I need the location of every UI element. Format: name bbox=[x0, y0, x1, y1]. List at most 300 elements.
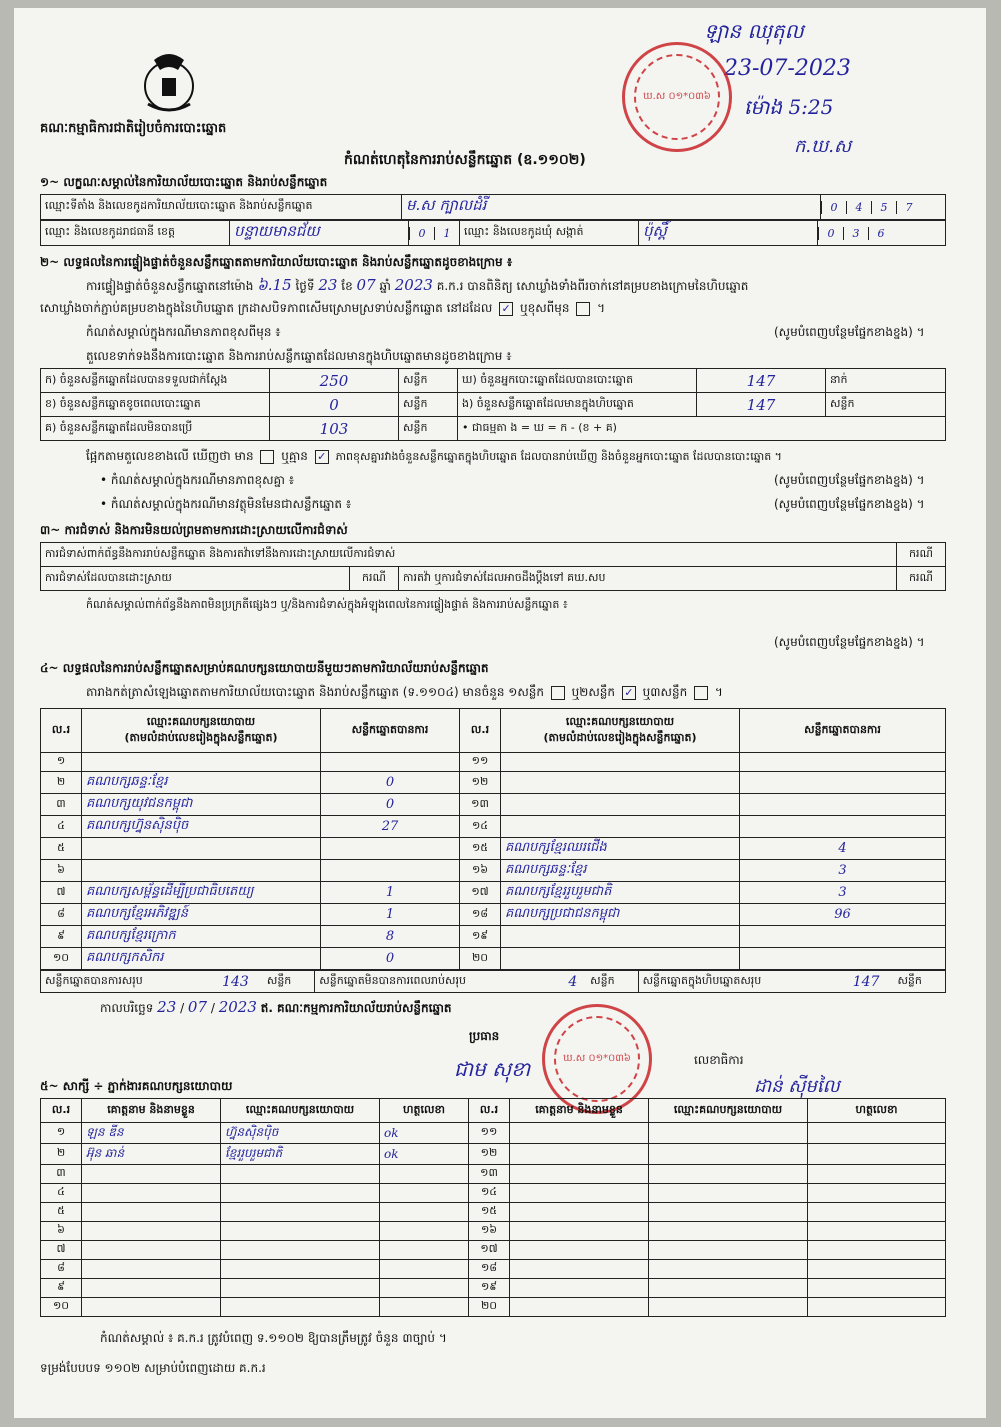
witness-party bbox=[221, 1260, 380, 1279]
figure-unit: សន្លឹក bbox=[399, 393, 458, 417]
col-no: ល.រ bbox=[41, 1099, 82, 1123]
col-votes: សន្លឹកឆ្នោតបានការ bbox=[321, 709, 460, 753]
province-table bbox=[40, 220, 946, 246]
verification-text: ខែ bbox=[341, 279, 353, 293]
verification-day: 23 bbox=[318, 276, 338, 294]
col-sign: ហត្ថលេខា bbox=[380, 1099, 469, 1123]
party-votes bbox=[740, 794, 946, 816]
date-month: 07 bbox=[187, 998, 208, 1016]
ballot-figures-intro: តួលេខទាក់ទងនឹងការបោះឆ្នោត និងការរាប់សន្លឹកឆ្នោតដែលមានក្នុងហិបឆ្នោតមានដូចខាងក្រោម ៖ bbox=[86, 349, 512, 363]
witness-name bbox=[82, 1222, 221, 1241]
witness-party bbox=[649, 1241, 808, 1260]
location-code bbox=[821, 195, 946, 220]
row-no: ៦ bbox=[41, 860, 82, 882]
unit-label: សន្លឹក bbox=[586, 971, 638, 993]
witness-party bbox=[649, 1165, 808, 1184]
row-no: ៩ bbox=[41, 1279, 82, 1298]
party-votes: 3 bbox=[740, 882, 946, 904]
appeal-label: ការតវ៉ា ឬការជំទាស់ដែលអាចដឹងប្ដឹងទៅ គឃ.សប bbox=[399, 567, 897, 591]
section5-heading: ៥~ សាក្សី ÷ ភ្នាក់ងារគណបក្សនយោបាយ bbox=[40, 1079, 233, 1093]
witness-name bbox=[82, 1298, 221, 1317]
section3-heading: ៣~ ការជំទាស់ និងការមិនយល់ព្រមតាមការដោះស្រាយលើការជំទាស់ bbox=[40, 523, 348, 537]
party-votes: 8 bbox=[321, 926, 460, 948]
row-no: ១២ bbox=[460, 772, 501, 794]
row-no: ១០ bbox=[41, 948, 82, 970]
committee-label: ឥ. គណៈកម្មការការិយាល័យរាប់សន្លឹកឆ្នោត bbox=[260, 1001, 452, 1015]
row-no: ៨ bbox=[41, 1260, 82, 1279]
witness-signature bbox=[808, 1144, 946, 1165]
row-no: ២០ bbox=[460, 948, 501, 970]
party-name: គណបក្សយុវជនកម្ពុជា bbox=[82, 794, 321, 816]
witness-party bbox=[649, 1260, 808, 1279]
row-no: ១ bbox=[41, 1123, 82, 1144]
party-name bbox=[501, 794, 740, 816]
col-party bbox=[82, 709, 321, 753]
section4-heading: ៤~ លទ្ធផលនៃការរាប់សន្លឹកឆ្នោតសម្រាប់គណបក្សនយោបាយនីមួយៗតាមការិយាល័យរាប់សន្លឹកឆ្នោត bbox=[40, 661, 489, 675]
col-no: ល.រ bbox=[41, 709, 82, 753]
party-votes: 1 bbox=[321, 904, 460, 926]
row-no: ២ bbox=[41, 1144, 82, 1165]
table-row bbox=[41, 369, 946, 393]
col-party-label: ឈ្មោះគណបក្សនយោបាយ bbox=[565, 714, 675, 728]
figure-unit: សន្លឹក bbox=[399, 417, 458, 441]
form-title: កំណត់ហេតុនៃការរាប់សន្លឹកឆ្នោត (ឧ.១១០២) bbox=[344, 152, 586, 168]
party-votes: 4 bbox=[740, 838, 946, 860]
section1-heading: ១~ លក្ខណៈសម្គាល់នៃការិយាល័យបោះឆ្នោត និងរាប់សន្លឹកឆ្នោត bbox=[40, 175, 328, 189]
date-day: 23 bbox=[157, 998, 177, 1016]
party-votes bbox=[321, 860, 460, 882]
witness-party bbox=[221, 1222, 380, 1241]
table-row bbox=[41, 882, 946, 904]
verification-text: ឆ្នាំ bbox=[379, 279, 391, 293]
secretary-label: លេខាធិការ bbox=[694, 1053, 744, 1067]
difference-line bbox=[86, 448, 782, 466]
witness-party bbox=[649, 1144, 808, 1165]
witness-signature bbox=[380, 1184, 469, 1203]
table-row bbox=[41, 1279, 946, 1298]
witness-party: ហ្វ៊ុនស៊ិនប៉ិច bbox=[221, 1123, 380, 1144]
witness-party bbox=[649, 1184, 808, 1203]
seal-line: សោឃ្លាំងចាក់ភ្ជាប់គម្របខាងក្នុងនៃហិបឆ្នោត ក្រដាសបិទភាពសើមស្រោមស្រទាប់សន្លឹកឆ្នោត នៅដដែល ✓ ឬខុសពីមុន ។ bbox=[40, 301, 606, 315]
row-no: ១៧ bbox=[460, 882, 501, 904]
party-name bbox=[82, 860, 321, 882]
witness-name bbox=[82, 1241, 221, 1260]
row-no: ១៧ bbox=[469, 1241, 510, 1260]
row-no: ១៦ bbox=[469, 1222, 510, 1241]
party-name bbox=[501, 816, 740, 838]
verification-month: 07 bbox=[356, 276, 376, 294]
resolved-label: ការជំទាស់ដែលបានដោះស្រាយ bbox=[41, 567, 350, 591]
location-value: ម.ស ក្បាលដំរី bbox=[402, 195, 821, 220]
party-name: គណបក្សខ្មែររួបរួមជាតិ bbox=[501, 882, 740, 904]
date-year: 2023 bbox=[218, 998, 257, 1016]
party-name: គណបក្សឆន្ទៈខ្មែរ bbox=[82, 772, 321, 794]
unchanged-checkbox[interactable]: ✓ bbox=[499, 302, 513, 316]
party-name bbox=[501, 926, 740, 948]
witness-party: ខ្មែររួបរួមជាតិ bbox=[221, 1144, 380, 1165]
witness-signature: ok bbox=[380, 1123, 469, 1144]
complaints-table bbox=[40, 542, 946, 591]
col-party-label: ឈ្មោះគណបក្សនយោបាយ bbox=[146, 714, 256, 728]
witness-name: ឡន ឌីន bbox=[82, 1123, 221, 1144]
difference-note: កំណត់សម្គាល់ក្នុងករណីមានភាពខុសពីមុន ៖ bbox=[86, 325, 281, 339]
nec-logo-icon bbox=[138, 46, 200, 114]
witness-name bbox=[510, 1123, 649, 1144]
figure-unit: សន្លឹក bbox=[826, 393, 946, 417]
witness-signature bbox=[808, 1241, 946, 1260]
witness-signature bbox=[808, 1203, 946, 1222]
figure-unit: សន្លឹក bbox=[399, 369, 458, 393]
col-party bbox=[501, 709, 740, 753]
one-sheet-checkbox[interactable] bbox=[551, 686, 565, 700]
code-digit: 1 bbox=[434, 227, 459, 240]
party-votes bbox=[321, 838, 460, 860]
col-votes: សន្លឹកឆ្នោតបានការ bbox=[740, 709, 946, 753]
witness-signature bbox=[380, 1165, 469, 1184]
tally-text: ឬ៣សន្លឹក bbox=[642, 685, 688, 699]
results-body bbox=[41, 753, 946, 970]
row-no: ១៣ bbox=[460, 794, 501, 816]
witness-party bbox=[649, 1222, 808, 1241]
seal-text: សោឃ្លាំងចាក់ភ្ជាប់គម្របខាងក្នុងនៃហិបឆ្នោត ក្រដាសបិទភាពសើមស្រោមស្រទាប់សន្លឹកឆ្នោត នៅដដែល bbox=[40, 301, 493, 315]
code-digit: 6 bbox=[868, 227, 893, 240]
figure-value: 103 bbox=[270, 417, 399, 441]
table-row bbox=[41, 1203, 946, 1222]
row-no: ៤ bbox=[41, 1184, 82, 1203]
section2-heading: ២~ លទ្ធផលនៃការផ្ទៀងផ្ទាត់ចំនួនសន្លឹកឆ្នោតតាមការិយាល័យបោះឆ្នោត និងរាប់សន្លឹកឆ្នោតដូចខាងក្រោម ៖ bbox=[40, 255, 513, 269]
row-no: ៧ bbox=[41, 882, 82, 904]
table-row bbox=[41, 1165, 946, 1184]
complaint-label: ការជំទាស់ពាក់ព័ន្ធនឹងការរាប់សន្លឹកឆ្នោត និងការតវ៉ាទៅនឹងការដោះស្រាយលើការជំទាស់ bbox=[41, 543, 897, 567]
witness-name bbox=[510, 1144, 649, 1165]
row-no: ២ bbox=[41, 772, 82, 794]
party-name: គណបក្សហ្វ៊ុនស៊ិនប៉ិច bbox=[82, 816, 321, 838]
fill-hint: (សូមបំពេញបន្ថែមផ្នែកខាងខ្នង) ។ bbox=[774, 325, 925, 339]
verification-text: ការផ្ទៀងផ្ទាត់ចំនួនសន្លឹកឆ្នោតនៅម៉ោង bbox=[86, 279, 254, 293]
received-by: ឡាន ឈុតុល bbox=[704, 19, 804, 43]
row-no: ១៤ bbox=[460, 816, 501, 838]
secretary-signature: ដាន់ ស៊ីមលៃ bbox=[754, 1076, 840, 1097]
table-row bbox=[41, 816, 946, 838]
fill-hint: (សូមបំពេញបន្ថែមផ្នែកខាងខ្នង) ។ bbox=[774, 497, 925, 511]
irregularity-note: កំណត់សម្គាល់ពាក់ព័ន្ធនឹងភាពមិនប្រក្រតីផ្សេងៗ ឬ/និងការជំទាស់ក្នុងអំឡុងពេលនៃការផ្ទៀងផ្ទាត់ និងការរាប់សន្លឹកឆ្នោត ៖ bbox=[86, 598, 568, 611]
table-row bbox=[41, 417, 946, 441]
province-value: បន្ទាយមានជ័យ bbox=[230, 221, 409, 246]
tally-sheet-count: តារាងកត់ត្រាសំឡេងឆ្នោតតាមការិយាល័យបោះឆ្នោត និងរាប់សន្លឹកឆ្នោត (ទ.១១០៤) មានចំនួន ១សន្លឹក ឬ២សន្លឹក ✓ ឬ៣សន្លឹក ។ bbox=[86, 685, 723, 699]
total-box-value: 147 bbox=[839, 971, 894, 993]
code-digit: 7 bbox=[896, 201, 921, 214]
witness-name: អ៊ុន ឆាន់ bbox=[82, 1144, 221, 1165]
witness-signature bbox=[808, 1222, 946, 1241]
table-row bbox=[41, 1184, 946, 1203]
case-unit: ករណី bbox=[350, 567, 399, 591]
witness-signature bbox=[380, 1241, 469, 1260]
row-no: ៣ bbox=[41, 794, 82, 816]
seal-text: ឬខុសពីមុន bbox=[519, 301, 570, 315]
location-label: ឈ្មោះទីតាំង និងលេខកូដការិយាល័យបោះឆ្នោត និងរាប់សន្លឹកឆ្នោត bbox=[41, 195, 402, 220]
row-no: ៥ bbox=[41, 838, 82, 860]
witness-signature bbox=[380, 1203, 469, 1222]
has-difference-checkbox[interactable] bbox=[260, 450, 274, 464]
party-votes bbox=[740, 948, 946, 970]
table-row bbox=[41, 1222, 946, 1241]
witness-signature bbox=[808, 1165, 946, 1184]
witness-signature bbox=[808, 1279, 946, 1298]
province-label: ឈ្មោះ និងលេខកូដរាជធានី ខេត្ត bbox=[41, 221, 230, 246]
party-name bbox=[501, 948, 740, 970]
party-votes: 0 bbox=[321, 772, 460, 794]
row-no: ៩ bbox=[41, 926, 82, 948]
total-valid-value: 143 bbox=[208, 971, 263, 993]
code-digit: 3 bbox=[843, 227, 868, 240]
col-no: ល.រ bbox=[460, 709, 501, 753]
witness-name bbox=[510, 1241, 649, 1260]
col-name: គោត្តនាម និងនាមខ្លួន bbox=[82, 1099, 221, 1123]
province-code bbox=[409, 221, 460, 246]
table-row bbox=[41, 904, 946, 926]
party-votes: 3 bbox=[740, 860, 946, 882]
party-votes bbox=[740, 753, 946, 772]
witness-party bbox=[221, 1184, 380, 1203]
witness-name bbox=[510, 1279, 649, 1298]
stamp-code: ឃ.ស ០១*០៣៦ bbox=[563, 1053, 631, 1065]
figure-label: ង) ចំនួនសន្លឹកឆ្នោតដែលមានក្នុងហិបឆ្នោត bbox=[458, 393, 697, 417]
table-row bbox=[41, 1260, 946, 1279]
witness-signature bbox=[380, 1279, 469, 1298]
witness-name bbox=[510, 1203, 649, 1222]
code-digit: 4 bbox=[846, 201, 871, 214]
witness-name bbox=[510, 1222, 649, 1241]
party-votes: 0 bbox=[321, 794, 460, 816]
row-no: ១៥ bbox=[469, 1203, 510, 1222]
figure-value: 250 bbox=[270, 369, 399, 393]
row-no: ១៤ bbox=[469, 1184, 510, 1203]
unit-label: សន្លឹក bbox=[893, 971, 945, 993]
table-row bbox=[41, 794, 946, 816]
witness-name bbox=[82, 1184, 221, 1203]
row-no: ១៨ bbox=[460, 904, 501, 926]
row-no: ៧ bbox=[41, 1241, 82, 1260]
col-party-sub: (តាមលំដាប់លេខរៀងក្នុងសន្លឹកឆ្នោត) bbox=[124, 730, 278, 744]
no-difference-checkbox[interactable]: ✓ bbox=[315, 450, 329, 464]
changed-checkbox[interactable] bbox=[576, 302, 590, 316]
two-sheets-checkbox[interactable]: ✓ bbox=[622, 686, 636, 700]
witness-party bbox=[649, 1123, 808, 1144]
party-votes: 0 bbox=[321, 948, 460, 970]
date-label: កាលបរិច្ឆេទ bbox=[100, 1001, 154, 1015]
party-votes bbox=[740, 816, 946, 838]
party-name: គណបក្សកសិករ bbox=[82, 948, 321, 970]
party-name bbox=[501, 753, 740, 772]
party-name: គណបក្សខ្មែរឈរជើង bbox=[501, 838, 740, 860]
signing-date: កាលបរិច្ឆេទ 23 / 07 / 2023 ឥ. គណៈកម្មការការិយាល័យរាប់សន្លឹកឆ្នោត bbox=[100, 998, 452, 1016]
witness-signature: ok bbox=[380, 1144, 469, 1165]
commune-label: ឈ្មោះ និងលេខកូដឃុំ សង្កាត់ bbox=[460, 221, 639, 246]
three-sheets-checkbox[interactable] bbox=[694, 686, 708, 700]
witness-name bbox=[82, 1279, 221, 1298]
row-no: ៦ bbox=[41, 1222, 82, 1241]
witness-name bbox=[510, 1298, 649, 1317]
figure-label: ក) ចំនួនសន្លឹកឆ្នោតដែលបានទទួលជាក់ស្ដែង bbox=[41, 369, 270, 393]
location-table bbox=[40, 194, 946, 220]
party-votes: 96 bbox=[740, 904, 946, 926]
witness-signature bbox=[808, 1260, 946, 1279]
row-no: ១៩ bbox=[460, 926, 501, 948]
figure-value: 147 bbox=[697, 369, 826, 393]
total-box-label: សន្លឹកឆ្នោតក្នុងហិបឆ្នោតសរុប bbox=[638, 971, 839, 993]
foreign-object-remark: • កំណត់សម្គាល់ក្នុងករណីមានវត្ថុមិនមែនជាសន្លឹកឆ្នោត ៖ bbox=[100, 497, 352, 511]
witness-party bbox=[221, 1279, 380, 1298]
figure-label: ខ) ចំនួនសន្លឹកឆ្នោតខូចពេលបោះឆ្នោត bbox=[41, 393, 270, 417]
row-no: ១៥ bbox=[460, 838, 501, 860]
results-table bbox=[40, 708, 946, 970]
verification-text: ថ្ងៃទី bbox=[295, 279, 315, 293]
witness-name bbox=[510, 1260, 649, 1279]
party-votes: 27 bbox=[321, 816, 460, 838]
chair-signature: ជាម សុខា bbox=[454, 1057, 531, 1081]
col-sign: ហត្ថលេខា bbox=[808, 1099, 946, 1123]
party-votes: 1 bbox=[321, 882, 460, 904]
row-no: ១៨ bbox=[469, 1260, 510, 1279]
difference-text: ឬគ្មាន bbox=[281, 449, 308, 463]
figure-formula: • ជាធម្មតា ង = ឃ = ក - (ខ + គ) bbox=[458, 417, 946, 441]
witness-body bbox=[41, 1123, 946, 1317]
table-row bbox=[41, 838, 946, 860]
party-votes bbox=[740, 772, 946, 794]
row-no: ១ bbox=[41, 753, 82, 772]
official-stamp-top bbox=[622, 42, 732, 152]
witness-party bbox=[649, 1298, 808, 1317]
row-no: ៣ bbox=[41, 1165, 82, 1184]
totals-table bbox=[40, 970, 946, 993]
witness-table bbox=[40, 1098, 946, 1317]
code-digit: 5 bbox=[871, 201, 896, 214]
table-row bbox=[41, 753, 946, 772]
witness-party bbox=[221, 1203, 380, 1222]
witness-name bbox=[82, 1203, 221, 1222]
difference-text: ផ្អែកតាមតួលេខខាងលើ ឃើញថា មាន bbox=[86, 449, 254, 463]
party-votes bbox=[321, 753, 460, 772]
party-name bbox=[82, 753, 321, 772]
witness-signature bbox=[808, 1298, 946, 1317]
total-valid-label: សន្លឹកឆ្នោតបានការសរុប bbox=[41, 971, 209, 993]
code-digit: 0 bbox=[409, 227, 434, 240]
row-no: ១៣ bbox=[469, 1165, 510, 1184]
witness-signature bbox=[380, 1222, 469, 1241]
row-no: ១១ bbox=[460, 753, 501, 772]
total-invalid-value: 4 bbox=[559, 971, 586, 993]
row-no: ១៦ bbox=[460, 860, 501, 882]
party-name: គណបក្សសម្ព័ន្ធដើម្បីប្រជាធិបតេយ្យ bbox=[82, 882, 321, 904]
row-no: ១០ bbox=[41, 1298, 82, 1317]
witness-party bbox=[221, 1298, 380, 1317]
case-unit: ករណី bbox=[897, 543, 946, 567]
row-no: ៨ bbox=[41, 904, 82, 926]
tally-text: ឬ២សន្លឹក bbox=[571, 685, 616, 699]
table-row bbox=[41, 393, 946, 417]
total-invalid-label: សន្លឹកឆ្នោតមិនបានការពេលរាប់សរុប bbox=[315, 971, 560, 993]
figure-value: 0 bbox=[270, 393, 399, 417]
received-time: ម៉ោង 5:25 bbox=[744, 95, 834, 119]
party-name: គណបក្សឆន្ទៈខ្មែរ bbox=[501, 860, 740, 882]
witness-party bbox=[221, 1241, 380, 1260]
case-unit: ករណី bbox=[897, 567, 946, 591]
code-digit: 0 bbox=[821, 201, 846, 214]
col-party: ឈ្មោះគណបក្សនយោបាយ bbox=[221, 1099, 380, 1123]
witness-party bbox=[649, 1279, 808, 1298]
received-signature: ក.ឃ.ស bbox=[794, 136, 852, 157]
party-name bbox=[501, 772, 740, 794]
party-name: គណបក្សខ្មែរអភិវឌ្ឍន៍ bbox=[82, 904, 321, 926]
verification-year: 2023 bbox=[394, 276, 433, 294]
table-row bbox=[41, 926, 946, 948]
witness-party bbox=[221, 1165, 380, 1184]
table-row bbox=[41, 1123, 946, 1144]
copies-note: កំណត់សម្គាល់ ៖ គ.ក.រ ត្រូវបំពេញ ទ.១១០២ ឱ្យបានត្រឹមត្រូវ ចំនួន ៣ច្បាប់ ។ bbox=[100, 1331, 447, 1345]
verification-time: ៦.15 bbox=[257, 276, 292, 294]
table-row bbox=[41, 1298, 946, 1317]
table-row bbox=[41, 772, 946, 794]
witness-name bbox=[510, 1165, 649, 1184]
col-party-sub: (តាមលំដាប់លេខរៀងក្នុងសន្លឹកឆ្នោត) bbox=[543, 730, 697, 744]
verification-text: គ.ក.រ បានពិនិត្យ សោឃ្លាំងទាំងពីរចាក់នៅគម្របខាងក្រោមនៃហិបឆ្នោត bbox=[436, 279, 749, 293]
received-date: 23-07-2023 bbox=[724, 56, 851, 81]
col-party: ឈ្មោះគណបក្សនយោបាយ bbox=[649, 1099, 808, 1123]
ballot-figures-table bbox=[40, 368, 946, 441]
party-name bbox=[82, 838, 321, 860]
table-row bbox=[41, 1144, 946, 1165]
row-no: ១៩ bbox=[469, 1279, 510, 1298]
col-no: ល.រ bbox=[469, 1099, 510, 1123]
witness-name bbox=[82, 1260, 221, 1279]
row-no: ១២ bbox=[469, 1144, 510, 1165]
witness-signature bbox=[380, 1260, 469, 1279]
party-name: គណបក្សខ្មែរក្រោក bbox=[82, 926, 321, 948]
figure-value: 147 bbox=[697, 393, 826, 417]
chair-label: ប្រធាន bbox=[469, 1029, 500, 1043]
row-no: ២០ bbox=[469, 1298, 510, 1317]
party-name: គណបក្សប្រជាជនកម្ពុជា bbox=[501, 904, 740, 926]
witness-signature bbox=[808, 1123, 946, 1144]
row-no: ៥ bbox=[41, 1203, 82, 1222]
table-row bbox=[41, 860, 946, 882]
fill-hint: (សូមបំពេញបន្ថែមផ្នែកខាងខ្នង) ។ bbox=[774, 635, 925, 649]
commune-value: ប៉ុស្តិ៍ bbox=[639, 221, 818, 246]
fill-hint: (សូមបំពេញបន្ថែមផ្នែកខាងខ្នង) ។ bbox=[774, 473, 925, 487]
form-sheet bbox=[14, 8, 986, 1418]
figure-label: ឃ) ចំនួនអ្នកបោះឆ្នោតដែលបានបោះឆ្នោត bbox=[458, 369, 697, 393]
tally-text: តារាងកត់ត្រាសំឡេងឆ្នោតតាមការិយាល័យបោះឆ្នោត និងរាប់សន្លឹកឆ្នោត (ទ.១១០៤) មានចំនួន ១សន្លឹក bbox=[86, 685, 544, 699]
witness-signature bbox=[380, 1298, 469, 1317]
code-digit: 0 bbox=[818, 227, 843, 240]
org-name: គណៈកម្មាធិការជាតិរៀបចំការបោះឆ្នោត bbox=[40, 121, 227, 136]
witness-signature bbox=[808, 1184, 946, 1203]
table-row bbox=[41, 948, 946, 970]
difference-text: ភាពខុសគ្នារវាងចំនួនសន្លឹកឆ្នោតក្នុងហិបឆ្នោត ដែលបានរាប់ឃើញ និងចំនួនអ្នកបោះឆ្នោត ដែលបានបោះឆ្នោត ។ bbox=[335, 450, 782, 463]
stamp-code: ឃ.ស ០១*០៣៦ bbox=[643, 91, 711, 103]
figure-label: គ) ចំនួនសន្លឹកឆ្នោតដែលមិនបានប្រើ bbox=[41, 417, 270, 441]
row-no: ៤ bbox=[41, 816, 82, 838]
party-votes bbox=[740, 926, 946, 948]
table-row bbox=[41, 1241, 946, 1260]
figure-unit: នាក់ bbox=[826, 369, 946, 393]
form-footer: ទម្រង់បែបបទ ១១០២ សម្រាប់បំពេញដោយ គ.ក.រ bbox=[40, 1361, 266, 1375]
witness-name bbox=[82, 1165, 221, 1184]
difference-remark: • កំណត់សម្គាល់ក្នុងករណីមានភាពខុសគ្នា ៖ bbox=[100, 473, 295, 487]
unit-label: សន្លឹក bbox=[263, 971, 315, 993]
verification-line bbox=[86, 276, 748, 298]
witness-name bbox=[510, 1184, 649, 1203]
